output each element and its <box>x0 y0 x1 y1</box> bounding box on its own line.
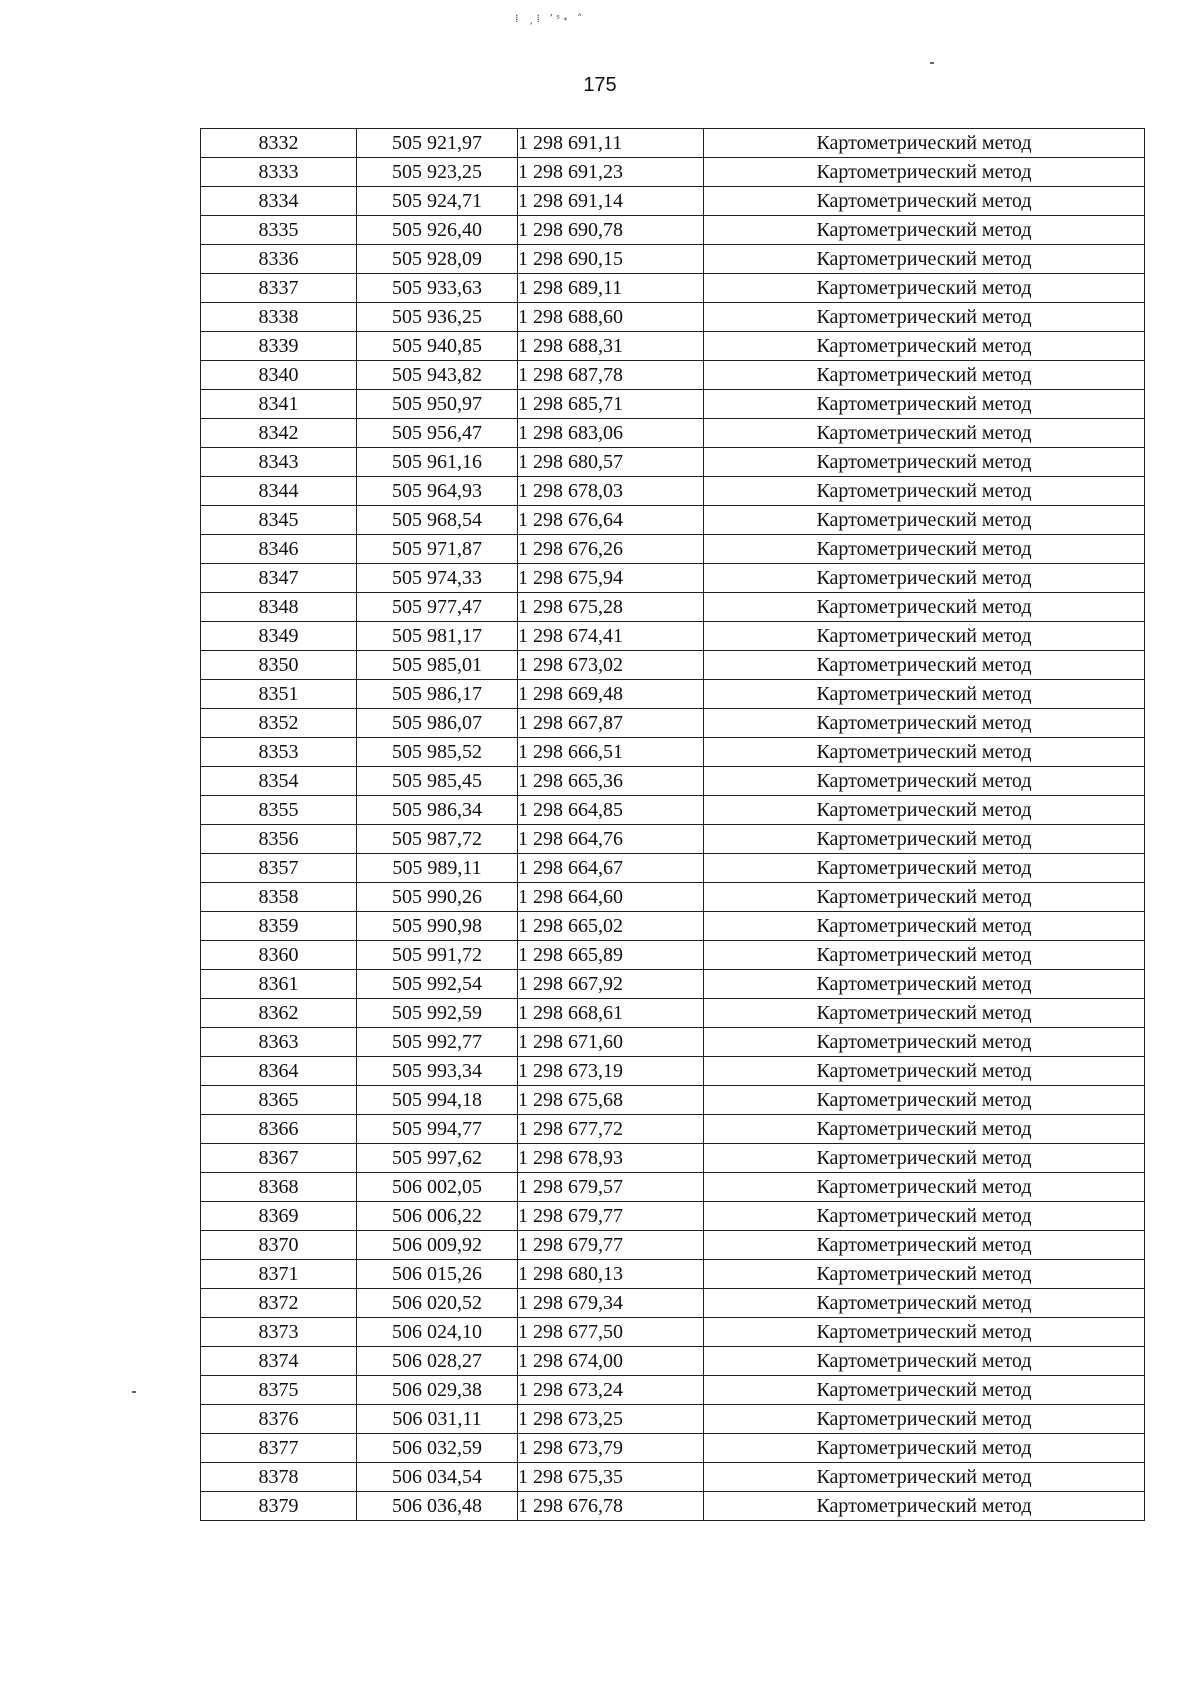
method-cell: Картометрический метод <box>704 912 1145 941</box>
y-coordinate-cell: 1 298 676,78 <box>518 1492 704 1521</box>
table-row <box>201 680 1145 709</box>
table-row <box>201 999 1145 1028</box>
method-cell: Картометрический метод <box>704 564 1145 593</box>
x-coordinate-cell: 505 940,85 <box>357 332 518 361</box>
point-number-cell: 8342 <box>201 419 357 448</box>
table-row <box>201 767 1145 796</box>
y-coordinate-cell: 1 298 683,06 <box>518 419 704 448</box>
method-cell: Картометрический метод <box>704 738 1145 767</box>
x-coordinate-cell: 505 968,54 <box>357 506 518 535</box>
x-coordinate-cell: 505 992,77 <box>357 1028 518 1057</box>
table-row <box>201 651 1145 680</box>
method-cell: Картометрический метод <box>704 593 1145 622</box>
table-row <box>201 1231 1145 1260</box>
method-cell: Картометрический метод <box>704 1260 1145 1289</box>
x-coordinate-cell: 505 950,97 <box>357 390 518 419</box>
table-row <box>201 390 1145 419</box>
point-number-cell: 8348 <box>201 593 357 622</box>
page-number: 175 <box>583 74 617 96</box>
method-cell: Картометрический метод <box>704 680 1145 709</box>
point-number-cell: 8354 <box>201 767 357 796</box>
y-coordinate-cell: 1 298 676,26 <box>518 535 704 564</box>
method-cell: Картометрический метод <box>704 390 1145 419</box>
x-coordinate-cell: 505 986,34 <box>357 796 518 825</box>
table-row <box>201 448 1145 477</box>
y-coordinate-cell: 1 298 675,35 <box>518 1463 704 1492</box>
point-number-cell: 8364 <box>201 1057 357 1086</box>
y-coordinate-cell: 1 298 664,60 <box>518 883 704 912</box>
point-number-cell: 8353 <box>201 738 357 767</box>
x-coordinate-cell: 505 994,77 <box>357 1115 518 1144</box>
y-coordinate-cell: 1 298 674,41 <box>518 622 704 651</box>
point-number-cell: 8373 <box>201 1318 357 1347</box>
x-coordinate-cell: 505 985,45 <box>357 767 518 796</box>
point-number-cell: 8355 <box>201 796 357 825</box>
table-row <box>201 332 1145 361</box>
table-row <box>201 1463 1145 1492</box>
method-cell: Картометрический метод <box>704 1376 1145 1405</box>
point-number-cell: 8370 <box>201 1231 357 1260</box>
table-row <box>201 912 1145 941</box>
method-cell: Картометрический метод <box>704 1463 1145 1492</box>
table-row <box>201 1376 1145 1405</box>
y-coordinate-cell: 1 298 675,68 <box>518 1086 704 1115</box>
method-cell: Картометрический метод <box>704 622 1145 651</box>
x-coordinate-cell: 505 993,34 <box>357 1057 518 1086</box>
y-coordinate-cell: 1 298 691,11 <box>518 129 704 158</box>
table-row <box>201 1086 1145 1115</box>
point-number-cell: 8352 <box>201 709 357 738</box>
point-number-cell: 8338 <box>201 303 357 332</box>
point-number-cell: 8339 <box>201 332 357 361</box>
method-cell: Картометрический метод <box>704 187 1145 216</box>
x-coordinate-cell: 505 981,17 <box>357 622 518 651</box>
method-cell: Картометрический метод <box>704 332 1145 361</box>
table-row <box>201 1173 1145 1202</box>
point-number-cell: 8374 <box>201 1347 357 1376</box>
y-coordinate-cell: 1 298 691,23 <box>518 158 704 187</box>
point-number-cell: 8336 <box>201 245 357 274</box>
x-coordinate-cell: 505 997,62 <box>357 1144 518 1173</box>
x-coordinate-cell: 506 009,92 <box>357 1231 518 1260</box>
table-row <box>201 1202 1145 1231</box>
table-row <box>201 361 1145 390</box>
x-coordinate-cell: 506 028,27 <box>357 1347 518 1376</box>
y-coordinate-cell: 1 298 685,71 <box>518 390 704 419</box>
x-coordinate-cell: 505 992,59 <box>357 999 518 1028</box>
x-coordinate-cell: 505 985,01 <box>357 651 518 680</box>
coordinates-table-body <box>201 129 1145 1521</box>
point-number-cell: 8378 <box>201 1463 357 1492</box>
x-coordinate-cell: 506 036,48 <box>357 1492 518 1521</box>
x-coordinate-cell: 506 006,22 <box>357 1202 518 1231</box>
point-number-cell: 8361 <box>201 970 357 999</box>
method-cell: Картометрический метод <box>704 535 1145 564</box>
point-number-cell: 8345 <box>201 506 357 535</box>
y-coordinate-cell: 1 298 664,76 <box>518 825 704 854</box>
point-number-cell: 8360 <box>201 941 357 970</box>
table-row <box>201 1057 1145 1086</box>
x-coordinate-cell: 505 990,26 <box>357 883 518 912</box>
x-coordinate-cell: 505 974,33 <box>357 564 518 593</box>
x-coordinate-cell: 505 971,87 <box>357 535 518 564</box>
method-cell: Картометрический метод <box>704 1086 1145 1115</box>
method-cell: Картометрический метод <box>704 303 1145 332</box>
x-coordinate-cell: 506 034,54 <box>357 1463 518 1492</box>
method-cell: Картометрический метод <box>704 274 1145 303</box>
method-cell: Картометрический метод <box>704 1028 1145 1057</box>
point-number-cell: 8363 <box>201 1028 357 1057</box>
y-coordinate-cell: 1 298 668,61 <box>518 999 704 1028</box>
y-coordinate-cell: 1 298 676,64 <box>518 506 704 535</box>
table-row <box>201 1028 1145 1057</box>
y-coordinate-cell: 1 298 666,51 <box>518 738 704 767</box>
point-number-cell: 8357 <box>201 854 357 883</box>
y-coordinate-cell: 1 298 665,36 <box>518 767 704 796</box>
table-row <box>201 941 1145 970</box>
table-row <box>201 1260 1145 1289</box>
point-number-cell: 8369 <box>201 1202 357 1231</box>
method-cell: Картометрический метод <box>704 767 1145 796</box>
point-number-cell: 8366 <box>201 1115 357 1144</box>
y-coordinate-cell: 1 298 674,00 <box>518 1347 704 1376</box>
method-cell: Картометрический метод <box>704 796 1145 825</box>
x-coordinate-cell: 506 024,10 <box>357 1318 518 1347</box>
method-cell: Картометрический метод <box>704 158 1145 187</box>
x-coordinate-cell: 505 928,09 <box>357 245 518 274</box>
table-row <box>201 216 1145 245</box>
point-number-cell: 8371 <box>201 1260 357 1289</box>
y-coordinate-cell: 1 298 690,78 <box>518 216 704 245</box>
point-number-cell: 8375 <box>201 1376 357 1405</box>
y-coordinate-cell: 1 298 687,78 <box>518 361 704 390</box>
y-coordinate-cell: 1 298 675,28 <box>518 593 704 622</box>
y-coordinate-cell: 1 298 688,31 <box>518 332 704 361</box>
y-coordinate-cell: 1 298 678,93 <box>518 1144 704 1173</box>
y-coordinate-cell: 1 298 673,25 <box>518 1405 704 1434</box>
point-number-cell: 8349 <box>201 622 357 651</box>
y-coordinate-cell: 1 298 669,48 <box>518 680 704 709</box>
method-cell: Картометрический метод <box>704 129 1145 158</box>
method-cell: Картометрический метод <box>704 970 1145 999</box>
table-row <box>201 477 1145 506</box>
y-coordinate-cell: 1 298 679,34 <box>518 1289 704 1318</box>
method-cell: Картометрический метод <box>704 854 1145 883</box>
table-row <box>201 622 1145 651</box>
y-coordinate-cell: 1 298 664,85 <box>518 796 704 825</box>
method-cell: Картометрический метод <box>704 477 1145 506</box>
y-coordinate-cell: 1 298 679,77 <box>518 1231 704 1260</box>
point-number-cell: 8347 <box>201 564 357 593</box>
method-cell: Картометрический метод <box>704 1057 1145 1086</box>
y-coordinate-cell: 1 298 673,79 <box>518 1434 704 1463</box>
point-number-cell: 8346 <box>201 535 357 564</box>
x-coordinate-cell: 506 002,05 <box>357 1173 518 1202</box>
x-coordinate-cell: 505 956,47 <box>357 419 518 448</box>
table-row <box>201 883 1145 912</box>
x-coordinate-cell: 505 991,72 <box>357 941 518 970</box>
point-number-cell: 8340 <box>201 361 357 390</box>
x-coordinate-cell: 505 992,54 <box>357 970 518 999</box>
point-number-cell: 8351 <box>201 680 357 709</box>
y-coordinate-cell: 1 298 677,72 <box>518 1115 704 1144</box>
x-coordinate-cell: 506 031,11 <box>357 1405 518 1434</box>
table-row <box>201 796 1145 825</box>
x-coordinate-cell: 505 933,63 <box>357 274 518 303</box>
x-coordinate-cell: 505 989,11 <box>357 854 518 883</box>
method-cell: Картометрический метод <box>704 448 1145 477</box>
point-number-cell: 8367 <box>201 1144 357 1173</box>
point-number-cell: 8362 <box>201 999 357 1028</box>
method-cell: Картометрический метод <box>704 1173 1145 1202</box>
point-number-cell: 8359 <box>201 912 357 941</box>
table-row <box>201 303 1145 332</box>
x-coordinate-cell: 505 986,17 <box>357 680 518 709</box>
table-row <box>201 187 1145 216</box>
point-number-cell: 8358 <box>201 883 357 912</box>
y-coordinate-cell: 1 298 667,87 <box>518 709 704 738</box>
point-number-cell: 8350 <box>201 651 357 680</box>
point-number-cell: 8334 <box>201 187 357 216</box>
table-row <box>201 1405 1145 1434</box>
table-row <box>201 245 1145 274</box>
table-row <box>201 506 1145 535</box>
table-row <box>201 1492 1145 1521</box>
point-number-cell: 8332 <box>201 129 357 158</box>
y-coordinate-cell: 1 298 679,57 <box>518 1173 704 1202</box>
x-coordinate-cell: 505 923,25 <box>357 158 518 187</box>
table-row <box>201 274 1145 303</box>
table-row <box>201 1434 1145 1463</box>
y-coordinate-cell: 1 298 691,14 <box>518 187 704 216</box>
x-coordinate-cell: 505 924,71 <box>357 187 518 216</box>
x-coordinate-cell: 505 977,47 <box>357 593 518 622</box>
x-coordinate-cell: 505 994,18 <box>357 1086 518 1115</box>
point-number-cell: 8365 <box>201 1086 357 1115</box>
y-coordinate-cell: 1 298 665,89 <box>518 941 704 970</box>
table-row <box>201 1318 1145 1347</box>
table-row <box>201 709 1145 738</box>
method-cell: Картометрический метод <box>704 1434 1145 1463</box>
point-number-cell: 8377 <box>201 1434 357 1463</box>
table-row <box>201 854 1145 883</box>
table-row <box>201 129 1145 158</box>
method-cell: Картометрический метод <box>704 1202 1145 1231</box>
x-coordinate-cell: 505 986,07 <box>357 709 518 738</box>
coordinates-table <box>200 128 1145 1521</box>
x-coordinate-cell: 505 943,82 <box>357 361 518 390</box>
method-cell: Картометрический метод <box>704 709 1145 738</box>
table-row <box>201 535 1145 564</box>
y-coordinate-cell: 1 298 689,11 <box>518 274 704 303</box>
method-cell: Картометрический метод <box>704 1405 1145 1434</box>
table-row <box>201 1144 1145 1173</box>
point-number-cell: 8372 <box>201 1289 357 1318</box>
x-coordinate-cell: 506 032,59 <box>357 1434 518 1463</box>
x-coordinate-cell: 505 936,25 <box>357 303 518 332</box>
x-coordinate-cell: 505 961,16 <box>357 448 518 477</box>
method-cell: Картометрический метод <box>704 1115 1145 1144</box>
y-coordinate-cell: 1 298 675,94 <box>518 564 704 593</box>
method-cell: Картометрический метод <box>704 361 1145 390</box>
point-number-cell: 8333 <box>201 158 357 187</box>
point-number-cell: 8368 <box>201 1173 357 1202</box>
point-number-cell: 8343 <box>201 448 357 477</box>
x-coordinate-cell: 505 990,98 <box>357 912 518 941</box>
table-row <box>201 158 1145 187</box>
point-number-cell: 8341 <box>201 390 357 419</box>
x-coordinate-cell: 506 015,26 <box>357 1260 518 1289</box>
table-row <box>201 738 1145 767</box>
point-number-cell: 8344 <box>201 477 357 506</box>
x-coordinate-cell: 505 921,97 <box>357 129 518 158</box>
x-coordinate-cell: 505 964,93 <box>357 477 518 506</box>
method-cell: Картометрический метод <box>704 1318 1145 1347</box>
method-cell: Картометрический метод <box>704 1289 1145 1318</box>
y-coordinate-cell: 1 298 673,19 <box>518 1057 704 1086</box>
x-coordinate-cell: 505 985,52 <box>357 738 518 767</box>
method-cell: Картометрический метод <box>704 883 1145 912</box>
method-cell: Картометрический метод <box>704 1492 1145 1521</box>
y-coordinate-cell: 1 298 679,77 <box>518 1202 704 1231</box>
method-cell: Картометрический метод <box>704 216 1145 245</box>
method-cell: Картометрический метод <box>704 825 1145 854</box>
x-coordinate-cell: 505 987,72 <box>357 825 518 854</box>
point-number-cell: 8356 <box>201 825 357 854</box>
y-coordinate-cell: 1 298 665,02 <box>518 912 704 941</box>
method-cell: Картометрический метод <box>704 506 1145 535</box>
point-number-cell: 8376 <box>201 1405 357 1434</box>
method-cell: Картометрический метод <box>704 419 1145 448</box>
scan-artifact-marks: ⁞ ˏ⁞ ʼˢ˖ ˄ <box>515 12 586 25</box>
table-row <box>201 1289 1145 1318</box>
method-cell: Картометрический метод <box>704 1347 1145 1376</box>
y-coordinate-cell: 1 298 690,15 <box>518 245 704 274</box>
method-cell: Картометрический метод <box>704 1144 1145 1173</box>
x-coordinate-cell: 505 926,40 <box>357 216 518 245</box>
table-row <box>201 970 1145 999</box>
point-number-cell: 8337 <box>201 274 357 303</box>
method-cell: Картометрический метод <box>704 1231 1145 1260</box>
y-coordinate-cell: 1 298 664,67 <box>518 854 704 883</box>
scan-speck <box>132 1391 136 1393</box>
y-coordinate-cell: 1 298 677,50 <box>518 1318 704 1347</box>
point-number-cell: 8335 <box>201 216 357 245</box>
y-coordinate-cell: 1 298 673,02 <box>518 651 704 680</box>
table-row <box>201 1347 1145 1376</box>
x-coordinate-cell: 506 020,52 <box>357 1289 518 1318</box>
method-cell: Картометрический метод <box>704 941 1145 970</box>
table-row <box>201 419 1145 448</box>
table-row <box>201 564 1145 593</box>
table-row <box>201 1115 1145 1144</box>
table-row <box>201 593 1145 622</box>
y-coordinate-cell: 1 298 667,92 <box>518 970 704 999</box>
method-cell: Картометрический метод <box>704 999 1145 1028</box>
y-coordinate-cell: 1 298 680,57 <box>518 448 704 477</box>
y-coordinate-cell: 1 298 673,24 <box>518 1376 704 1405</box>
method-cell: Картометрический метод <box>704 245 1145 274</box>
scan-speck <box>930 62 934 64</box>
y-coordinate-cell: 1 298 688,60 <box>518 303 704 332</box>
table-row <box>201 825 1145 854</box>
y-coordinate-cell: 1 298 680,13 <box>518 1260 704 1289</box>
y-coordinate-cell: 1 298 671,60 <box>518 1028 704 1057</box>
y-coordinate-cell: 1 298 678,03 <box>518 477 704 506</box>
point-number-cell: 8379 <box>201 1492 357 1521</box>
method-cell: Картометрический метод <box>704 651 1145 680</box>
x-coordinate-cell: 506 029,38 <box>357 1376 518 1405</box>
